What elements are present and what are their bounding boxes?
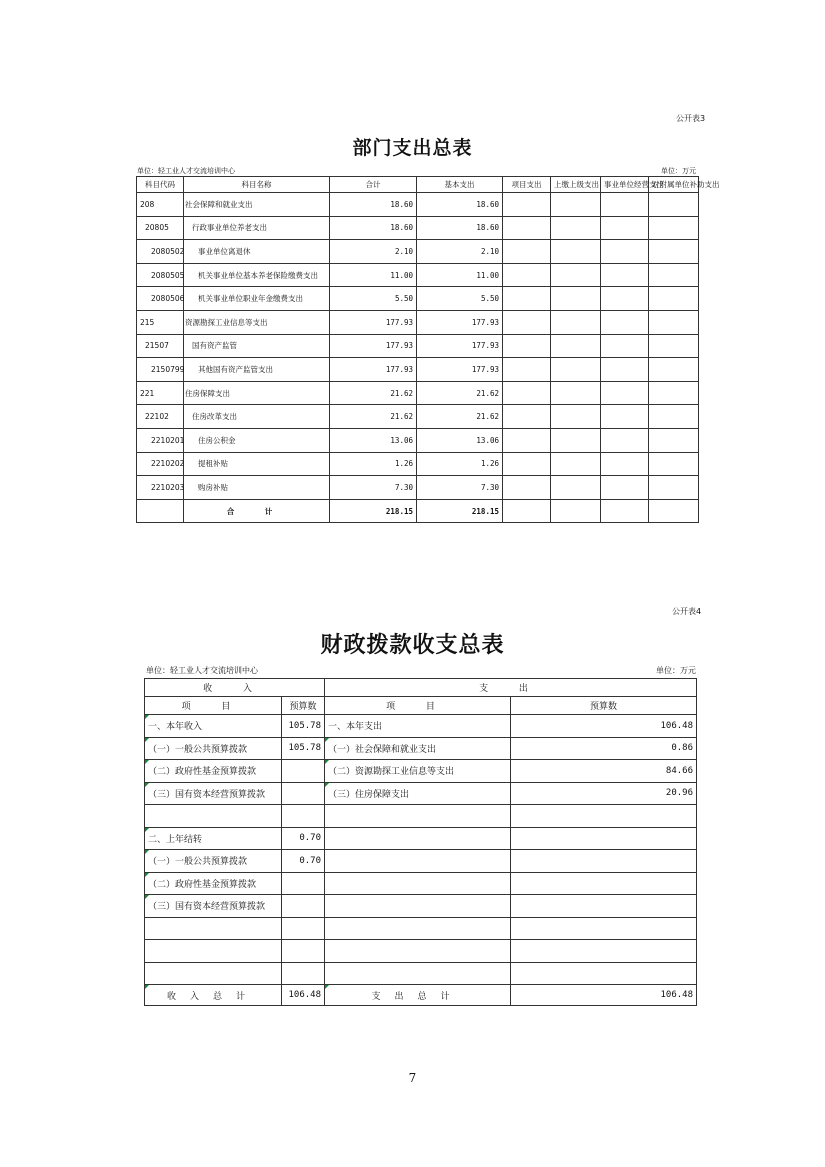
basic-cell: 21.62 — [417, 381, 503, 405]
fiscal-appropriation-table — [144, 678, 697, 1006]
code-cell: 2080505 — [137, 263, 184, 287]
table-row — [137, 216, 699, 240]
table-row — [145, 940, 697, 963]
income-value — [282, 940, 325, 963]
basic-cell: 11.00 — [417, 263, 503, 287]
empty-cell — [649, 287, 699, 311]
empty-cell — [137, 499, 184, 523]
income-total-value: 106.48 — [282, 985, 325, 1006]
income-item: （三）国有资本经营预算拨款 — [145, 895, 282, 918]
income-item — [145, 940, 282, 963]
empty-cell — [503, 310, 551, 334]
empty-cell — [649, 499, 699, 523]
empty-cell — [649, 310, 699, 334]
table-row — [145, 850, 697, 873]
table-row — [145, 962, 697, 985]
income-value — [282, 760, 325, 783]
empty-cell — [551, 310, 601, 334]
expense-item: 一、本年支出 — [325, 715, 511, 738]
empty-cell — [551, 287, 601, 311]
expense-item — [325, 850, 511, 873]
expense-item: （二）资源勘探工业信息等支出 — [325, 760, 511, 783]
income-total-label: 收入总计 — [145, 985, 282, 1006]
empty-cell — [551, 193, 601, 217]
empty-cell — [649, 240, 699, 264]
expense-total-label: 支出总计 — [325, 985, 511, 1006]
empty-cell — [601, 381, 649, 405]
name-cell: 住房改革支出 — [184, 405, 330, 429]
name-cell: 其他国有资产监管支出 — [184, 358, 330, 382]
empty-cell — [551, 334, 601, 358]
unit-label: 单位：轻工业人才交流培训中心 — [137, 167, 235, 175]
income-value — [282, 782, 325, 805]
empty-cell — [551, 428, 601, 452]
expense-item — [325, 827, 511, 850]
name-cell: 资源勘探工业信息等支出 — [184, 310, 330, 334]
department-expense-table — [136, 176, 720, 523]
page-title: 部门支出总表 — [352, 137, 473, 159]
empty-cell — [503, 263, 551, 287]
empty-cell — [503, 358, 551, 382]
code-cell: 21507 — [137, 334, 184, 358]
income-value — [282, 805, 325, 828]
table-row — [145, 917, 697, 940]
table-row — [137, 263, 699, 287]
name-cell: 机关事业单位职业年金缴费支出 — [184, 287, 330, 311]
header-cell: 项目支出 — [503, 177, 551, 193]
empty-cell — [601, 452, 649, 476]
empty-cell — [503, 334, 551, 358]
empty-cell — [503, 476, 551, 500]
page-title: 财政拨款收支总表 — [320, 632, 505, 658]
empty-cell — [601, 334, 649, 358]
empty-cell — [649, 263, 699, 287]
total-cell: 1.26 — [330, 452, 417, 476]
item-header: 项 目 — [325, 697, 511, 715]
empty-cell — [551, 358, 601, 382]
empty-cell — [601, 287, 649, 311]
empty-cell — [551, 240, 601, 264]
empty-cell — [503, 216, 551, 240]
header-cell: 科目名称 — [184, 177, 330, 193]
table-tag: 公开表4 — [672, 607, 702, 616]
table-tag: 公开表3 — [676, 114, 706, 123]
expense-value: 106.48 — [511, 715, 697, 738]
total-cell: 218.15 — [330, 499, 417, 523]
unit-label: 单位：轻工业人才交流培训中心 — [146, 666, 258, 675]
income-item: 一、本年收入 — [145, 715, 282, 738]
table-row — [137, 193, 699, 217]
empty-cell — [503, 193, 551, 217]
total-row — [145, 985, 697, 1006]
header-cell: 基本支出 — [417, 177, 503, 193]
empty-cell — [601, 499, 649, 523]
expense-item: （三）住房保障支出 — [325, 782, 511, 805]
table-row — [145, 715, 697, 738]
code-cell: 20805 — [137, 216, 184, 240]
income-item: （一）一般公共预算拨款 — [145, 737, 282, 760]
table-row — [145, 760, 697, 783]
expense-header: 支 出 — [325, 679, 697, 697]
empty-cell — [503, 452, 551, 476]
expense-value — [511, 827, 697, 850]
code-cell: 2080502 — [137, 240, 184, 264]
income-item: （三）国有资本经营预算拨款 — [145, 782, 282, 805]
income-item: 二、上年结转 — [145, 827, 282, 850]
empty-cell — [503, 499, 551, 523]
income-item — [145, 805, 282, 828]
empty-cell — [649, 476, 699, 500]
basic-cell: 177.93 — [417, 358, 503, 382]
table-row — [145, 737, 697, 760]
table-row — [137, 334, 699, 358]
expense-value — [511, 917, 697, 940]
total-cell: 21.62 — [330, 405, 417, 429]
income-item: （二）政府性基金预算拨款 — [145, 872, 282, 895]
table-row — [137, 240, 699, 264]
total-cell: 177.93 — [330, 334, 417, 358]
total-cell: 7.30 — [330, 476, 417, 500]
income-value — [282, 917, 325, 940]
currency-unit: 单位：万元 — [661, 167, 696, 175]
income-item — [145, 917, 282, 940]
basic-cell: 177.93 — [417, 310, 503, 334]
total-cell: 2.10 — [330, 240, 417, 264]
basic-total-cell: 218.15 — [417, 499, 503, 523]
basic-cell: 18.60 — [417, 193, 503, 217]
expense-item — [325, 962, 511, 985]
income-value — [282, 895, 325, 918]
header-cell: 上缴上级支出 — [551, 177, 601, 193]
expense-item — [325, 940, 511, 963]
empty-cell — [601, 358, 649, 382]
header-cell: 合计 — [330, 177, 417, 193]
income-value — [282, 962, 325, 985]
expense-value — [511, 940, 697, 963]
empty-cell — [551, 499, 601, 523]
expense-item — [325, 872, 511, 895]
header-cell: 科目代码 — [137, 177, 184, 193]
total-cell: 18.60 — [330, 193, 417, 217]
table-row — [137, 287, 699, 311]
empty-cell — [649, 428, 699, 452]
item-header: 项 目 — [145, 697, 282, 715]
code-cell: 2150799 — [137, 358, 184, 382]
empty-cell — [649, 381, 699, 405]
table-row — [137, 358, 699, 382]
expense-value — [511, 850, 697, 873]
income-value: 105.78 — [282, 737, 325, 760]
empty-cell — [503, 287, 551, 311]
empty-cell — [551, 476, 601, 500]
expense-item — [325, 917, 511, 940]
code-cell: 2080506 — [137, 287, 184, 311]
income-value — [282, 872, 325, 895]
expense-item — [325, 895, 511, 918]
name-cell: 住房保障支出 — [184, 381, 330, 405]
empty-cell — [601, 476, 649, 500]
table-row — [137, 452, 699, 476]
total-cell: 177.93 — [330, 310, 417, 334]
table-header-row — [137, 177, 699, 193]
basic-cell: 2.10 — [417, 240, 503, 264]
empty-cell — [601, 193, 649, 217]
empty-cell — [601, 405, 649, 429]
name-cell: 提租补贴 — [184, 452, 330, 476]
total-row — [137, 499, 699, 523]
empty-cell — [649, 334, 699, 358]
budget-header: 预算数 — [511, 697, 697, 715]
empty-cell — [551, 216, 601, 240]
total-cell: 13.06 — [330, 428, 417, 452]
income-value: 0.70 — [282, 850, 325, 873]
basic-cell: 18.60 — [417, 216, 503, 240]
expense-value — [511, 895, 697, 918]
empty-cell — [649, 452, 699, 476]
expense-value: 20.96 — [511, 782, 697, 805]
total-cell: 21.62 — [330, 381, 417, 405]
page-number: 7 — [408, 1071, 417, 1085]
table-row — [137, 310, 699, 334]
expense-value — [511, 805, 697, 828]
budget-header: 预算数 — [282, 697, 325, 715]
empty-cell — [601, 310, 649, 334]
code-cell: 215 — [137, 310, 184, 334]
code-cell: 22102 — [137, 405, 184, 429]
currency-unit: 单位：万元 — [656, 666, 696, 675]
empty-cell — [551, 381, 601, 405]
table-header-row — [145, 679, 697, 697]
total-cell: 11.00 — [330, 263, 417, 287]
header-cell: 事业单位经营支出 — [601, 177, 649, 193]
basic-cell: 5.50 — [417, 287, 503, 311]
name-cell: 机关事业单位基本养老保险缴费支出 — [184, 263, 330, 287]
name-cell: 国有资产监管 — [184, 334, 330, 358]
table-row — [145, 827, 697, 850]
table-row — [137, 405, 699, 429]
empty-cell — [503, 381, 551, 405]
expense-total-value: 106.48 — [511, 985, 697, 1006]
empty-cell — [551, 452, 601, 476]
header-cell: 对附属单位补助支出 — [649, 177, 699, 193]
empty-cell — [503, 428, 551, 452]
table-header-row — [145, 697, 697, 715]
expense-item — [325, 805, 511, 828]
expense-value: 84.66 — [511, 760, 697, 783]
total-cell: 5.50 — [330, 287, 417, 311]
empty-cell — [649, 216, 699, 240]
code-cell: 221 — [137, 381, 184, 405]
empty-cell — [551, 263, 601, 287]
empty-cell — [503, 240, 551, 264]
table-row — [145, 895, 697, 918]
name-cell: 购房补贴 — [184, 476, 330, 500]
income-item — [145, 962, 282, 985]
basic-cell: 13.06 — [417, 428, 503, 452]
table-row — [145, 782, 697, 805]
income-item: （二）政府性基金预算拨款 — [145, 760, 282, 783]
expense-value — [511, 962, 697, 985]
name-cell: 行政事业单位养老支出 — [184, 216, 330, 240]
name-cell: 社会保障和就业支出 — [184, 193, 330, 217]
code-cell: 2210202 — [137, 452, 184, 476]
table-row — [145, 805, 697, 828]
total-cell: 18.60 — [330, 216, 417, 240]
income-value: 105.78 — [282, 715, 325, 738]
empty-cell — [503, 405, 551, 429]
table-row — [137, 428, 699, 452]
total-label: 合 计 — [184, 499, 330, 523]
empty-cell — [649, 405, 699, 429]
empty-cell — [551, 405, 601, 429]
empty-cell — [649, 358, 699, 382]
empty-cell — [601, 263, 649, 287]
basic-cell: 21.62 — [417, 405, 503, 429]
name-cell: 住房公积金 — [184, 428, 330, 452]
table-row — [137, 381, 699, 405]
basic-cell: 1.26 — [417, 452, 503, 476]
empty-cell — [601, 428, 649, 452]
income-value: 0.70 — [282, 827, 325, 850]
code-cell: 208 — [137, 193, 184, 217]
table-row — [145, 872, 697, 895]
income-header: 收 入 — [145, 679, 325, 697]
basic-cell: 177.93 — [417, 334, 503, 358]
expense-value: 0.86 — [511, 737, 697, 760]
name-cell: 事业单位离退休 — [184, 240, 330, 264]
table-row — [137, 476, 699, 500]
empty-cell — [601, 240, 649, 264]
empty-cell — [649, 193, 699, 217]
expense-value — [511, 872, 697, 895]
code-cell: 2210203 — [137, 476, 184, 500]
total-cell: 177.93 — [330, 358, 417, 382]
income-item: （一）一般公共预算拨款 — [145, 850, 282, 873]
code-cell: 2210201 — [137, 428, 184, 452]
expense-item: （一）社会保障和就业支出 — [325, 737, 511, 760]
empty-cell — [601, 216, 649, 240]
basic-cell: 7.30 — [417, 476, 503, 500]
